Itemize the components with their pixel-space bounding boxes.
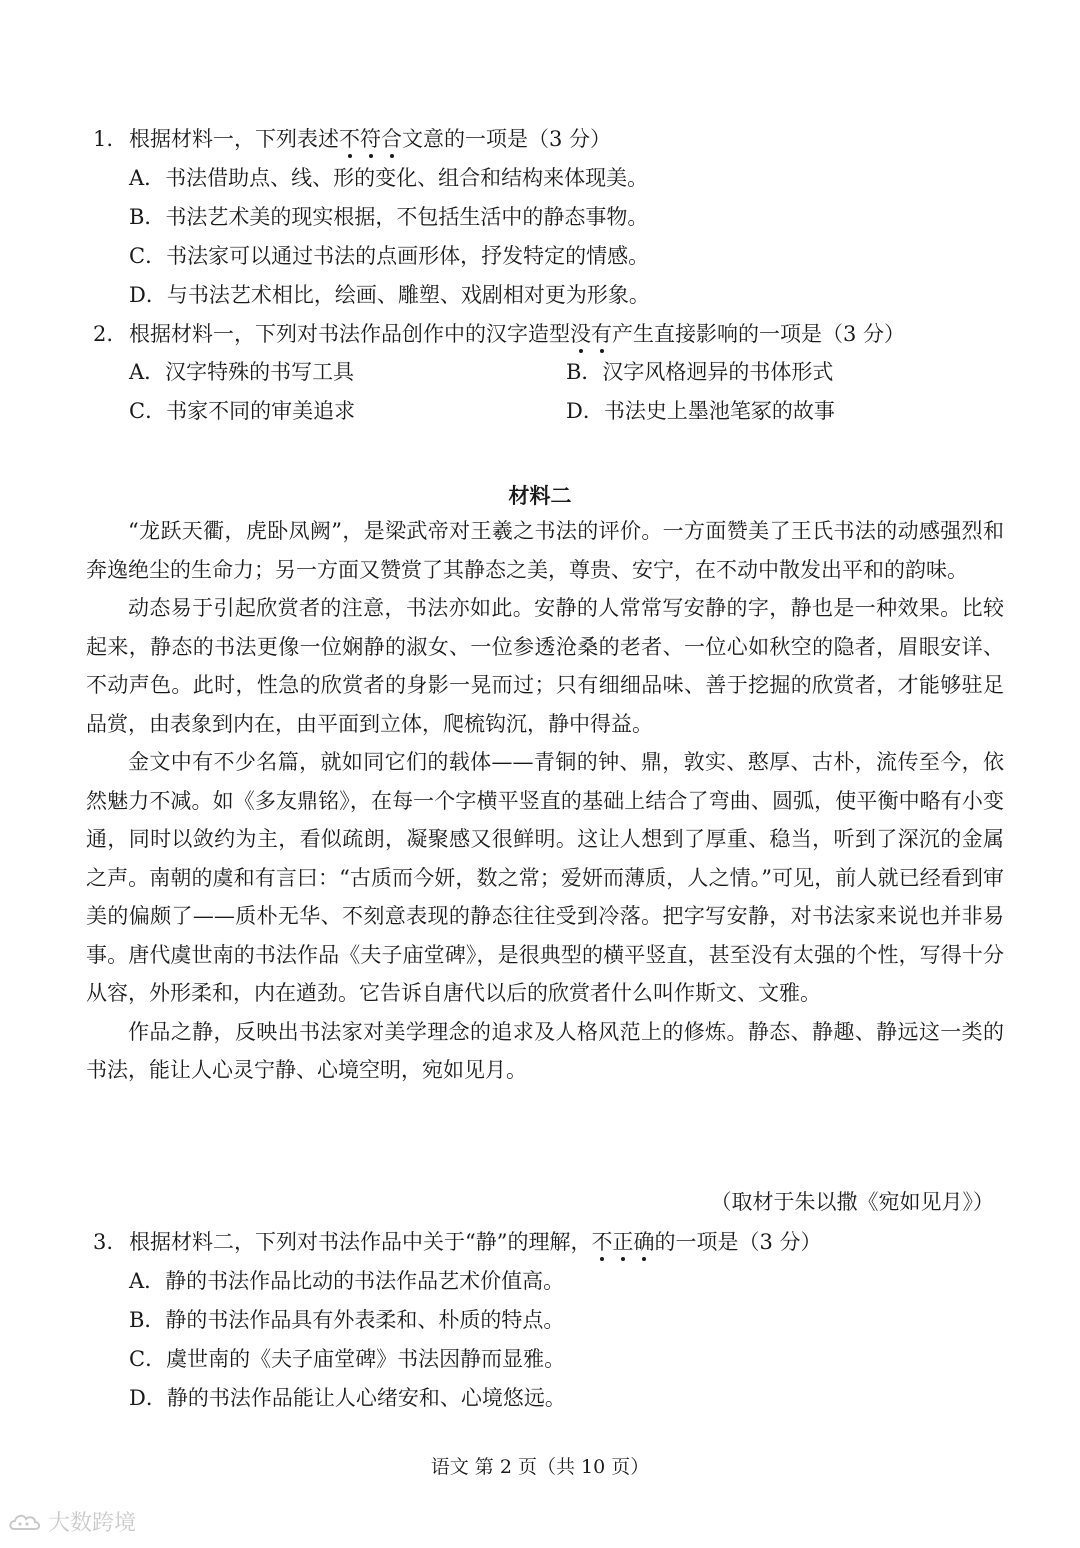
question-2 [93,320,905,348]
section-title: 材料二 [508,483,572,508]
question-number: 2. [93,322,114,346]
question-stem: 根据材料二，下列对书法作品中关于“静”的理解，不正确的一项是（3 分） [129,1230,822,1254]
watermark [8,1508,136,1540]
watermark-text: 大数跨境 [48,1511,137,1536]
question-1 [93,125,611,153]
q3-option-b: B．静的书法作品具有外表柔和、朴质的特点。 [129,1308,565,1332]
question-number: 1. [93,127,114,151]
source-citation: （取材于朱以撒《宛如见月》） [710,1190,994,1214]
q3-option-d: D．静的书法作品能让人心绪安和、心境悠远。 [129,1386,566,1410]
cloud-logo-icon [8,1511,42,1533]
paragraph: “龙跃天衢，虎卧凤阙”，是梁武帝对王羲之书法的评价。一方面赞美了王氏书法的动感强烈和奔逸绝尘的生命力；另一方面又赞赏了其静态之美，尊贵、安宁，在不动中散发出平和的韵味。 [86,519,1004,582]
q1-option-c: C．书法家可以通过书法的点画形体，抒发特定的情感。 [129,244,650,268]
page-footer: 语文 第 2 页（共 10 页） [430,1456,650,1478]
q3-option-c: C．虞世南的《夫子庙堂碑》书法因静而显雅。 [129,1347,566,1371]
material-body [86,512,1004,1090]
q1-option-b: B．书法艺术美的现实根据，不包括生活中的静态事物。 [129,205,649,229]
q2-option-b: B．汉字风格迥异的书体形式 [566,360,834,384]
paragraph: 金文中有不少名篇，就如同它们的载体——青铜的钟、鼎，敦实、憨厚、古朴，流传至今，依然魅力不减。如《多友鼎铭》，在每一个字横平竖直的基础上结合了弯曲、圆弧，使平衡中略有小变通，同时以敛约为主，看似疏朗，凝聚感又很鲜明。这让人想到了厚重、稳当，听到了深沉的金属之声。南朝的虞和有言曰：“古质而今妍，数之常；爱妍而薄质，人之情。”可见，前人就已经看到审美的偏颇了——质朴无华、不刻意表现的静态往往受到冷落。把字写安静，对书法家来说也并非易事。唐代虞世南的书法作品《夫子庙堂碑》，是很典型的横平竖直，甚至没有太强的个性，写得十分从容，外形柔和，内在遒劲。它告诉自唐代以后的欣赏者什么叫作斯文、文雅。 [86,750,1004,1005]
q2-option-a: A．汉字特殊的书写工具 [129,360,355,384]
paragraph: 作品之静，反映出书法家对美学理念的追求及人格风范上的修炼。静态、静趣、静远这一类的书法，能让人心灵宁静、心境空明，宛如见月。 [86,1019,1004,1082]
q1-option-a: A．书法借助点、线、形的变化、组合和结构来体现美。 [129,166,649,190]
paragraph: 动态易于引起欣赏者的注意，书法亦如此。安静的人常常写安静的字，静也是一种效果。比较起来，静态的书法更像一位娴静的淑女、一位参透沧桑的老者、一位心如秋空的隐者，眉眼安详、不动声色。此时，性急的欣赏者的身影一晃而过；只有细细品味、善于挖掘的欣赏者，才能够驻足品赏，由表象到内在，由平面到立体，爬梳钩沉，静中得益。 [86,596,1004,736]
q1-option-d: D．与书法艺术相比，绘画、雕塑、戏剧相对更为形象。 [129,283,650,307]
q2-option-d: D．书法史上墨池笔冢的故事 [566,399,835,423]
question-number: 3. [93,1230,114,1254]
question-3 [93,1228,822,1256]
question-stem: 根据材料一，下列表述不符合文意的一项是（3 分） [129,127,612,151]
question-stem: 根据材料一，下列对书法作品创作中的汉字造型没有产生直接影响的一项是（3 分） [129,322,906,346]
q2-option-c: C．书家不同的审美追求 [129,399,356,423]
q3-option-a: A．静的书法作品比动的书法作品艺术价值高。 [129,1269,565,1293]
